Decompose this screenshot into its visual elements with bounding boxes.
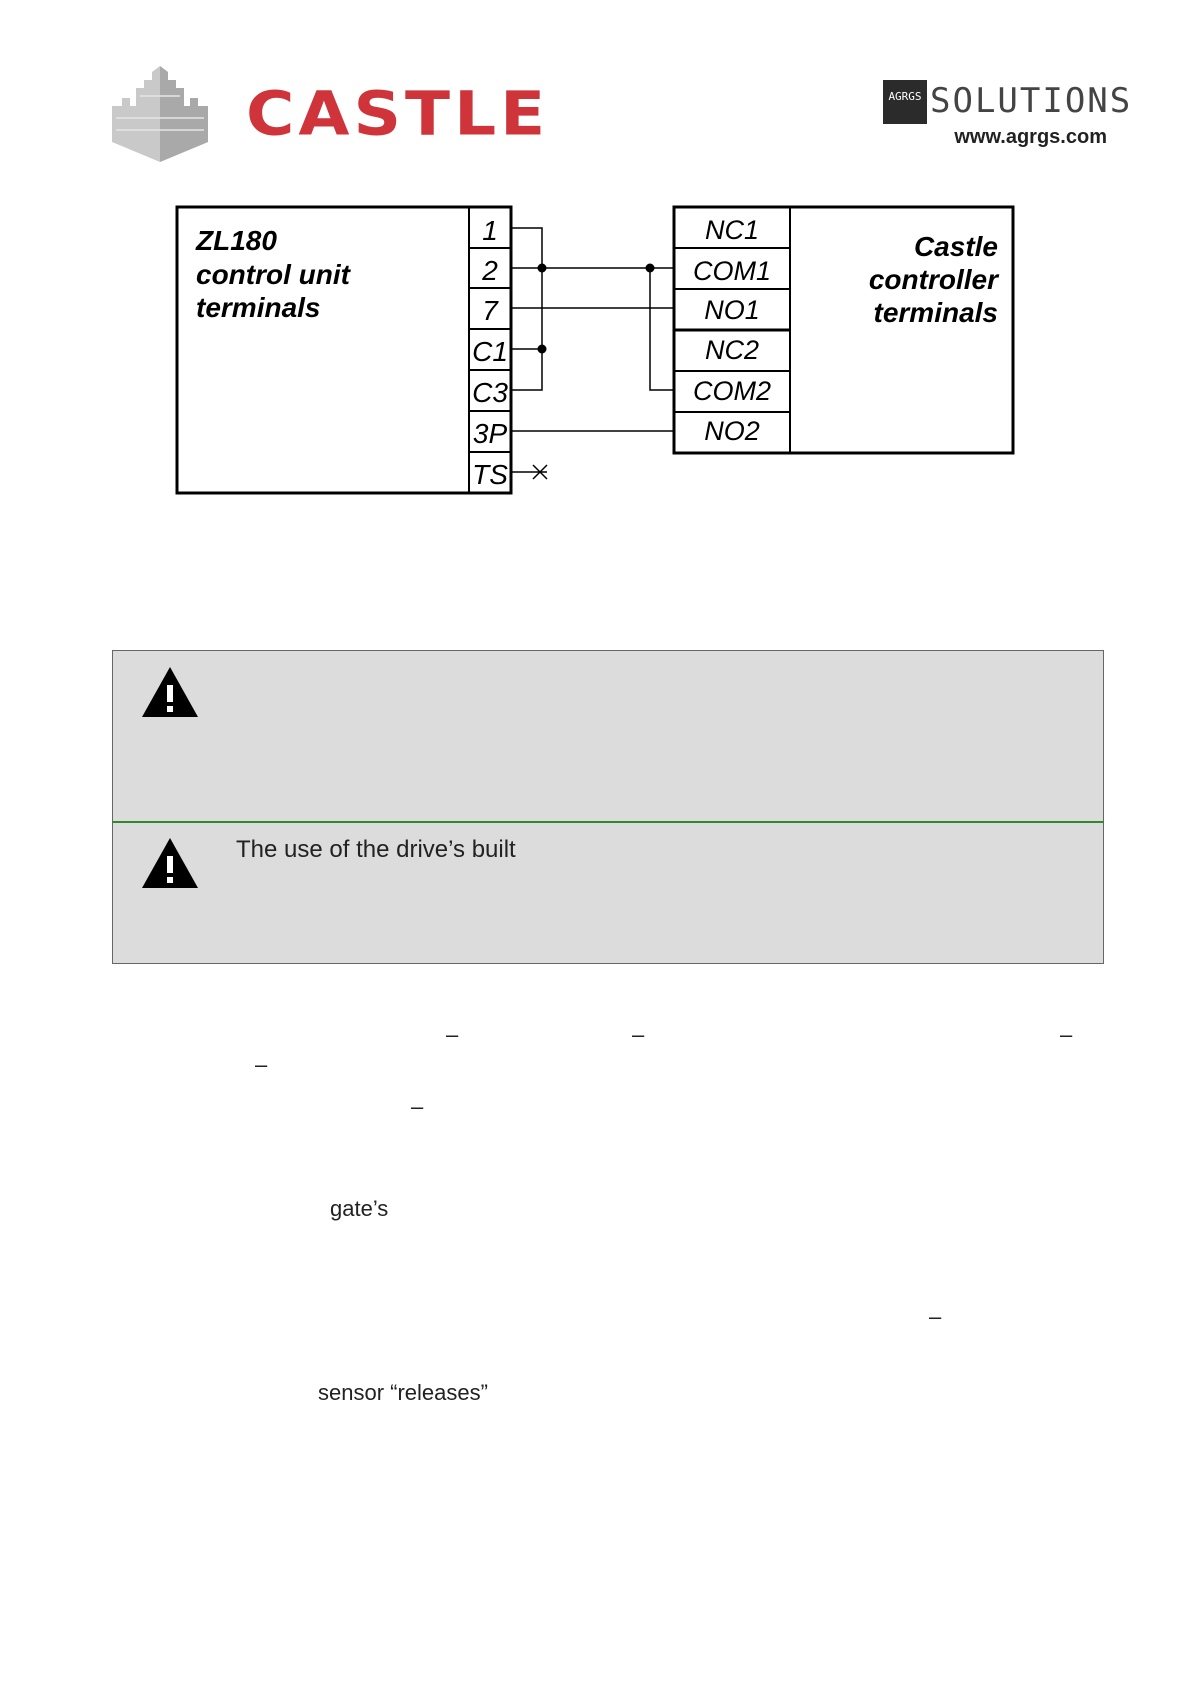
terminal-2: 2 <box>482 255 498 286</box>
terminal-c3: C3 <box>472 377 508 408</box>
warning-text: The use of the drive’s built <box>236 836 516 863</box>
terminal-7: 7 <box>482 295 498 326</box>
terminal-c1: C1 <box>472 336 508 367</box>
terminal-com2: COM2 <box>692 376 772 406</box>
right-unit-subtitle: controller <box>868 264 998 295</box>
notes-panel <box>112 650 1104 964</box>
sensor-releases-fragment: sensor “releases” <box>318 1380 488 1405</box>
dash-fragment: – <box>632 1022 645 1047</box>
dash-fragment: – <box>929 1304 942 1329</box>
brand-name: CASTLE <box>246 78 550 150</box>
warning-icon <box>140 665 200 719</box>
wiring-diagram <box>0 0 1191 520</box>
terminal-nc1: NC1 <box>704 215 760 245</box>
warning-icon <box>140 836 200 890</box>
partner-logo-icon: AGRGS <box>883 80 927 124</box>
notes-divider <box>112 821 1104 823</box>
dash-fragment: – <box>1060 1022 1073 1047</box>
terminal-no2: NO2 <box>704 416 760 446</box>
junction-dot <box>538 345 547 354</box>
right-unit-caption: terminals <box>873 297 998 328</box>
right-unit-title: Castle <box>913 231 998 262</box>
junction-dot <box>538 264 547 273</box>
terminal-nc2: NC2 <box>704 335 760 365</box>
terminal-1: 1 <box>482 215 498 246</box>
left-unit-caption: terminals <box>196 292 321 323</box>
left-unit-title: ZL180 <box>196 225 277 256</box>
terminal-3p: 3P <box>472 418 508 449</box>
partner-name: SOLUTIONS <box>930 81 1133 121</box>
dash-fragment: – <box>411 1094 424 1119</box>
left-unit-subtitle: control unit <box>196 259 350 290</box>
website-link[interactable]: www.agrgs.com <box>954 126 1107 148</box>
terminal-com1: COM1 <box>692 256 772 286</box>
junction-dot <box>646 264 655 273</box>
gates-fragment: gate’s <box>330 1196 389 1221</box>
dash-fragment: – <box>255 1052 268 1077</box>
terminal-ts: TS <box>472 459 508 490</box>
terminal-no1: NO1 <box>704 295 760 325</box>
dash-fragment: – <box>446 1022 459 1047</box>
